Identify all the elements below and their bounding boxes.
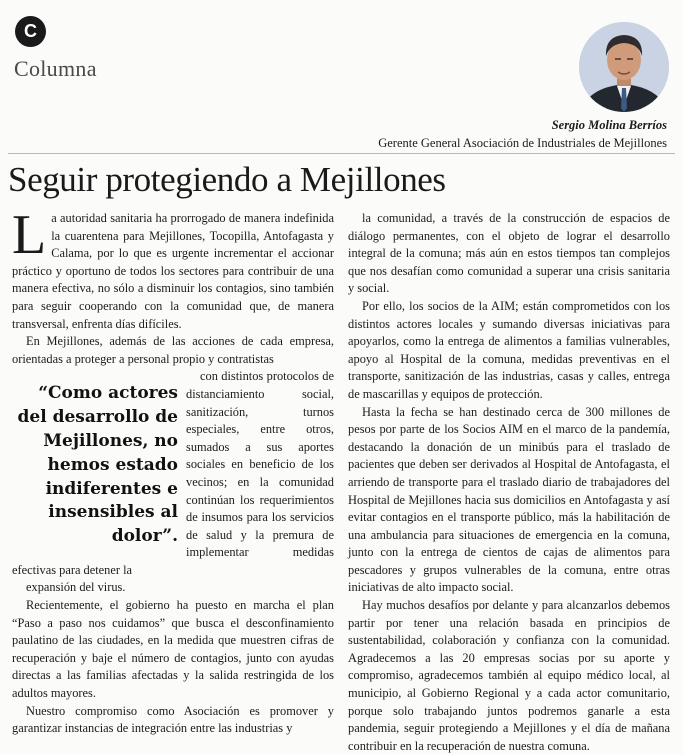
- article-paragraph: expansión del virus.: [26, 580, 126, 595]
- article-paragraph: En Mejillones, además de las acciones de cada empresa, orientadas a proteger a personal propio y contratistas: [12, 334, 334, 366]
- pull-quote: “Como actores del desarrollo de Mejillones, no hemos estado indiferentes e insensibles al dolor”.: [17, 383, 178, 547]
- pull-quote-block: [12, 368, 334, 579]
- article-title: Seguir protegiendo a Mejillones: [8, 160, 446, 199]
- author-avatar: [579, 22, 669, 112]
- header-divider: [8, 153, 675, 154]
- article-paragraph: [12, 204, 334, 333]
- author-role: Gerente General Asociación de Industriales de Mejillones: [378, 136, 667, 150]
- article-paragraph: con distintos protocolos de distanciamiento social, sanitización, turnos especiales, entre otros, sumados a sus aportes sociales en beneficio de los vecinos; en la comunidad continúan los requerimientos de insumos para los servicios de salud y la premura de implementar medidas efectivas para detener la: [12, 369, 334, 577]
- drop-cap: L: [12, 204, 47, 266]
- article-paragraph: Recientemente, el gobierno ha puesto en marcha el plan “Paso a paso nos cuidamos” que busca el desconfinamiento paulatino de las ciudades, en la medida que muestren cifras de recuperación y baje el número de contagios, junto con ayudas directas a las familias afectadas y la salida restringida de los adultos mayores.: [12, 598, 334, 701]
- article-paragraph: Hay muchos desafíos por delante y para alcanzarlos debemos partir por tener una relación basada en principios de sustentabilidad, colaboración y confianza con la comunidad. Agradecemos a las 20 empresas socias por su aporte y compromiso, agradecemos también al equipo médico local, al municipio, al Gobierno Regional y a cada actor comunitario, porque solo trabajando juntos podremos ganarle a esta pandemia, seguir protegiendo a Mejillones y el día de mañana contribuir en la recuperación de nuestra comuna.: [348, 598, 670, 753]
- author-name: Sergio Molina Berríos: [551, 118, 667, 132]
- column-badge: C: [15, 16, 46, 47]
- article-column-right: [348, 210, 670, 755]
- section-label: Columna: [14, 56, 97, 81]
- article-paragraph: la comunidad, a través de la construcción de espacios de diálogo permanentes, con el objeto de lograr el desarrollo integral de la comuna; más aún en estos tiempos tan complejos que nos desafían como comunidad a superar una crisis sanitaria y social.: [348, 211, 670, 296]
- article-paragraph: Nuestro compromiso como Asociación es promover y garantizar instancias de integración entre las industrias y: [12, 703, 334, 736]
- article-column-left: [12, 204, 334, 738]
- paragraph-text: a autoridad sanitaria ha prorrogado de manera indefinida la cuarentena para Mejillones, Tocopilla, Antofagasta y Calama, por lo que es urgente incrementar el accionar práctico y oportuno de todos los sectores para contribuir de una manera efectiva, no sólo a disminuir los contagios, sino también para seguir cooperando con la comunidad que, de manera transversal, enfrenta días difíciles.: [12, 211, 334, 331]
- article-paragraph: Hasta la fecha se han destinado cerca de 300 millones de pesos por parte de los Socios AIM en el marco de la pandemía, destacando la donación de un minibús para el traslado de pacientes que deben ser derivados al Hospital de Antofagasta, el arriendo de transporte para el traslado diario de trabajadores del Hospital de Mejillones hacia sus domicilios en Antofagasta y así evitar contagios en el transporte público, más la habilitación de una ambulancia para situaciones de emergencia en la comuna, junto con la entrega de cientos de cajas de alimentos para pescadores y grupos vulnerables de la comuna, entre otras iniciativas de alto impacto social.: [348, 404, 670, 595]
- article-paragraph: Por ello, los socios de la AIM; están comprometidos con los distintos actores locales y sumando diversas iniciativas para apoyarlos, como la entrega de alimentos a familias vulnerables, apoyo al Hospital de la comuna, medidas preventivas en el transporte, sanitización de las industrias, casas y calles, entrega de mascarillas y equipos de protección.: [348, 298, 670, 401]
